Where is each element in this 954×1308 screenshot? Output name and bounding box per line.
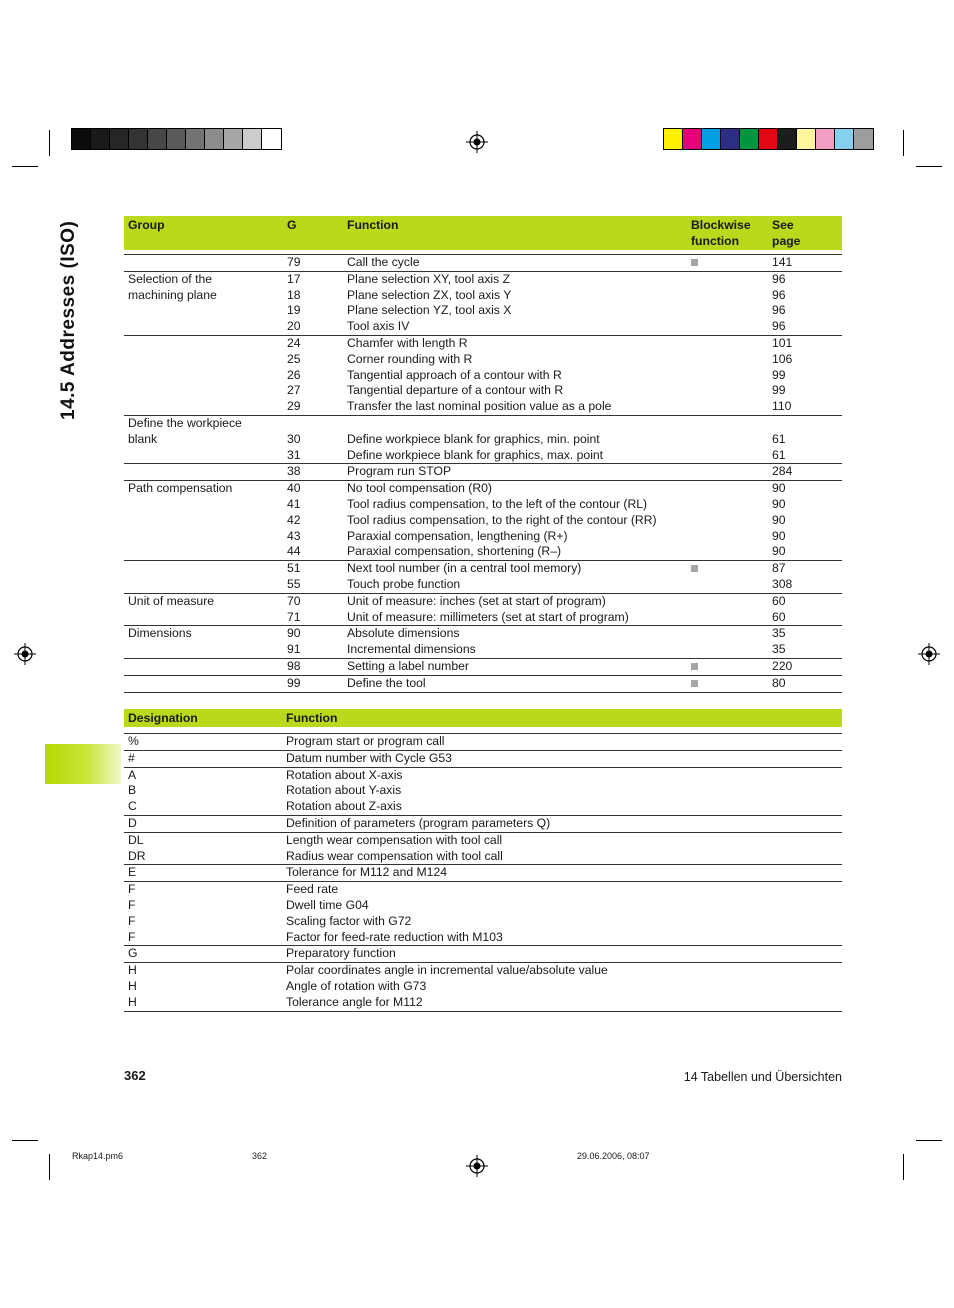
table-row	[124, 432, 842, 448]
page-cell: 80	[772, 675, 786, 690]
page-cell: 106	[772, 351, 793, 366]
function-cell: Length wear compensation with tool call	[286, 832, 503, 847]
g-code-cell: 40	[287, 481, 301, 496]
table-row	[124, 416, 842, 432]
designation-cell: C	[128, 799, 137, 814]
g-code-cell: 51	[287, 561, 301, 576]
function-cell: Rotation about Z-axis	[286, 799, 402, 814]
table-row	[124, 963, 842, 979]
color-swatch	[740, 129, 759, 149]
g-code-cell: 41	[287, 496, 301, 511]
table-row-group	[124, 658, 842, 675]
g-code-cell: 24	[287, 335, 301, 350]
color-swatch	[148, 129, 167, 149]
function-cell: Define workpiece blank for graphics, min. point	[347, 431, 600, 446]
designation-cell: A	[128, 767, 137, 782]
function-cell: Preparatory function	[286, 946, 396, 961]
function-cell: Tool radius compensation, to the right of the contour (RR)	[347, 512, 657, 527]
blockwise-bullet-icon	[691, 659, 698, 675]
g-code-cell: 55	[287, 576, 301, 591]
registration-mark-icon	[466, 131, 488, 153]
g-code-cell: 20	[287, 319, 301, 334]
table-row	[124, 751, 842, 767]
g-code-cell: 30	[287, 431, 301, 446]
table-row	[124, 448, 842, 464]
color-swatch	[243, 129, 262, 149]
crop-mark	[903, 1154, 904, 1180]
function-cell: Plane selection YZ, tool axis X	[347, 303, 512, 318]
function-cell: Feed rate	[286, 882, 339, 897]
g-code-cell: 42	[287, 512, 301, 527]
color-swatch	[186, 129, 205, 149]
registration-mark-icon	[14, 643, 36, 665]
table-row	[124, 659, 842, 675]
designation-cell: DL	[128, 832, 144, 847]
table-row	[124, 272, 842, 288]
g-code-cell: 17	[287, 271, 301, 286]
header-see: See	[772, 218, 794, 232]
function-cell: Rotation about Y-axis	[286, 783, 402, 798]
color-swatch	[835, 129, 854, 149]
color-swatch	[664, 129, 683, 149]
color-swatch	[854, 129, 873, 149]
function-cell: Polar coordinates angle in incremental value/absolute value	[286, 963, 608, 978]
function-cell: Factor for feed-rate reduction with M103	[286, 929, 503, 944]
page-cell: 96	[772, 319, 786, 334]
function-cell: Setting a label number	[347, 658, 469, 673]
function-cell: Tolerance angle for M112	[286, 994, 423, 1009]
g-code-cell: 19	[287, 303, 301, 318]
table-row	[124, 734, 842, 750]
registration-mark-icon	[466, 1155, 488, 1177]
page-cell: 96	[772, 287, 786, 302]
chapter-tab	[45, 744, 121, 784]
slug-page: 362	[252, 1151, 268, 1161]
crop-mark	[12, 1140, 38, 1141]
table-row-group	[124, 864, 842, 881]
g-functions-table	[124, 216, 842, 693]
crop-mark	[49, 1154, 50, 1180]
chapter-label: 14 Tabellen und Übersichten	[683, 1070, 842, 1084]
page-cell: 101	[772, 335, 793, 350]
function-cell: Tangential departure of a contour with R	[347, 383, 564, 398]
slug-datetime: 29.06.2006, 08:07	[577, 1151, 650, 1161]
function-cell: Transfer the last nominal position value as a pole	[347, 399, 612, 414]
table-row	[124, 882, 842, 898]
header-page: page	[772, 234, 801, 248]
table-row	[124, 513, 842, 529]
function-cell: Unit of measure: inches (set at start of program)	[347, 593, 606, 608]
table-row	[124, 676, 842, 692]
color-swatch	[205, 129, 224, 149]
function-cell: Angle of rotation with G73	[286, 978, 427, 993]
table-row	[124, 561, 842, 577]
designation-cell: G	[128, 946, 138, 961]
color-swatch	[72, 129, 91, 149]
color-swatch	[816, 129, 835, 149]
function-cell: Program start or program call	[286, 734, 445, 748]
color-swatch	[759, 129, 778, 149]
g-code-cell: 90	[287, 626, 301, 641]
color-swatch	[110, 129, 129, 149]
function-cell: Corner rounding with R	[347, 351, 473, 366]
table-row-group	[124, 335, 842, 415]
table-row	[124, 865, 842, 881]
table-row-group	[124, 815, 842, 832]
page-cell: 90	[772, 512, 786, 527]
function-cell: Definition of parameters (program parameters Q)	[286, 815, 551, 830]
function-cell: Define workpiece blank for graphics, max. point	[347, 447, 604, 462]
table-row	[124, 544, 842, 560]
color-swatch	[797, 129, 816, 149]
table-row	[124, 979, 842, 995]
function-cell: Incremental dimensions	[347, 642, 476, 657]
table-row	[124, 529, 842, 545]
g-code-cell: 38	[287, 464, 301, 479]
table-row-group	[124, 254, 842, 271]
header-blockwise: Blockwise	[691, 218, 751, 232]
table-row-group	[124, 750, 842, 767]
table-row	[124, 497, 842, 513]
table-row	[124, 464, 842, 480]
designation-cell: F	[128, 929, 136, 944]
function-cell: Plane selection ZX, tool axis Y	[347, 287, 512, 302]
color-swatch	[129, 129, 148, 149]
table-row	[124, 816, 842, 832]
designation-cell: F	[128, 882, 136, 897]
designation-cell: H	[128, 978, 137, 993]
page-cell: 96	[772, 271, 786, 286]
page-cell: 141	[772, 255, 793, 269]
page-cell: 110	[772, 399, 792, 414]
table-row-group	[124, 962, 842, 1010]
function-cell: Next tool number (in a central tool memory)	[347, 561, 582, 576]
function-cell: No tool compensation (R0)	[347, 481, 492, 496]
table-row-group	[124, 560, 842, 593]
function-cell: Scaling factor with G72	[286, 913, 412, 928]
page-cell: 60	[772, 609, 786, 624]
color-swatch	[167, 129, 186, 149]
table-row-group	[124, 767, 842, 815]
table-row	[124, 303, 842, 319]
header-function: Function	[347, 218, 399, 232]
function-cell: Tangential approach of a contour with R	[347, 367, 562, 382]
function-cell: Program run STOP	[347, 464, 452, 479]
page-cell: 96	[772, 303, 786, 318]
header-g: G	[287, 218, 297, 232]
table-row	[124, 783, 842, 799]
function-cell: Paraxial compensation, shortening (R–)	[347, 544, 562, 559]
table-row	[124, 898, 842, 914]
function-cell: Tool radius compensation, to the left of the contour (RL)	[347, 496, 648, 511]
page-cell: 308	[772, 576, 793, 591]
table-row-group	[124, 463, 842, 480]
function-cell: Plane selection XY, tool axis Z	[347, 271, 511, 286]
page-cell: 61	[772, 447, 786, 462]
table-header	[124, 216, 842, 250]
g-code-cell: 27	[287, 383, 301, 398]
table-row	[124, 481, 842, 497]
table-row	[124, 577, 842, 593]
designation-cell: H	[128, 994, 137, 1009]
crop-mark	[916, 166, 942, 167]
crop-mark	[916, 1140, 942, 1141]
function-cell: Datum number with Cycle G53	[286, 750, 452, 765]
page-cell: 90	[772, 481, 786, 496]
designation-cell: B	[128, 783, 137, 798]
g-code-cell: 43	[287, 528, 301, 543]
blockwise-bullet-icon	[691, 676, 698, 692]
table-row-group	[124, 675, 842, 692]
designation-cell: DR	[128, 848, 146, 863]
group-cell: Dimensions	[128, 626, 192, 641]
section-title: 14.5 Addresses (ISO)	[58, 220, 79, 420]
g-code-cell: 25	[287, 351, 301, 366]
process-color-bar	[663, 128, 874, 150]
table-row	[124, 799, 842, 815]
table-row-group	[124, 480, 842, 560]
crop-mark	[12, 166, 38, 167]
designation-cell: %	[128, 734, 139, 748]
table-row	[124, 914, 842, 930]
table-row	[124, 594, 842, 610]
table-row	[124, 368, 842, 384]
function-cell: Paraxial compensation, lengthening (R+)	[347, 528, 568, 543]
function-cell: Chamfer with length R	[347, 335, 468, 350]
table-row	[124, 352, 842, 368]
table-row-group	[124, 593, 842, 626]
addresses-table	[124, 709, 842, 1012]
table-row-group	[124, 625, 842, 658]
group-cell: Path compensation	[128, 481, 233, 496]
header-blockwise-2: function	[691, 234, 740, 248]
page-cell: 90	[772, 544, 786, 559]
g-code-cell: 29	[287, 399, 301, 414]
table-row-group	[124, 832, 842, 865]
group-cell: Define the workpiece	[128, 415, 242, 430]
color-swatch	[224, 129, 243, 149]
designation-cell: F	[128, 897, 136, 912]
page-cell: 99	[772, 367, 786, 382]
designation-cell: F	[128, 913, 136, 928]
color-swatch	[721, 129, 740, 149]
color-swatch	[702, 129, 721, 149]
page-cell: 284	[772, 464, 793, 479]
function-cell: Rotation about X-axis	[286, 767, 403, 782]
function-cell: Touch probe function	[347, 576, 461, 591]
g-code-cell: 70	[287, 593, 301, 608]
g-code-cell: 91	[287, 642, 301, 657]
designation-cell: E	[128, 865, 137, 880]
page-cell: 35	[772, 642, 786, 657]
header-group: Group	[128, 218, 165, 232]
function-cell: Call the cycle	[347, 255, 420, 269]
table-row	[124, 768, 842, 784]
function-cell: Tolerance for M112 and M124	[286, 865, 448, 880]
table-row-group	[124, 271, 842, 335]
table-row	[124, 849, 842, 865]
table-row	[124, 399, 842, 415]
page-cell: 220	[772, 658, 793, 673]
page-cell: 90	[772, 528, 786, 543]
page-cell: 61	[772, 431, 786, 446]
table-row-group	[124, 945, 842, 962]
function-cell: Tool axis IV	[347, 319, 410, 334]
group-cell: blank	[128, 431, 158, 446]
blockwise-bullet-icon	[691, 255, 698, 271]
page-number: 362	[124, 1068, 146, 1083]
table-header	[124, 709, 842, 727]
g-code-cell: 18	[287, 287, 301, 302]
page-cell: 35	[772, 626, 786, 641]
group-cell: Unit of measure	[128, 593, 215, 608]
table-row	[124, 255, 842, 271]
g-code-cell: 71	[287, 609, 301, 624]
g-code-cell: 98	[287, 658, 301, 673]
page-cell: 60	[772, 593, 786, 608]
page-cell: 87	[772, 561, 786, 576]
group-cell: machining plane	[128, 287, 217, 302]
table-row	[124, 946, 842, 962]
table-row	[124, 383, 842, 399]
header-function: Function	[286, 711, 338, 725]
table-row	[124, 930, 842, 946]
table-row	[124, 610, 842, 626]
table-row-group	[124, 733, 842, 750]
table-row	[124, 319, 842, 335]
crop-mark	[49, 130, 50, 156]
table-row-group	[124, 881, 842, 945]
header-designation: Designation	[128, 711, 198, 725]
table-row	[124, 642, 842, 658]
color-swatch	[778, 129, 797, 149]
grey-color-bar	[71, 128, 282, 150]
designation-cell: H	[128, 963, 137, 978]
designation-cell: #	[128, 750, 135, 765]
table-row	[124, 336, 842, 352]
designation-cell: D	[128, 815, 137, 830]
g-code-cell: 31	[287, 447, 301, 462]
color-swatch	[262, 129, 281, 149]
color-swatch	[91, 129, 110, 149]
crop-mark	[903, 130, 904, 156]
function-cell: Absolute dimensions	[347, 626, 460, 641]
table-row	[124, 626, 842, 642]
function-cell: Radius wear compensation with tool call	[286, 848, 503, 863]
table-row	[124, 288, 842, 304]
registration-mark-icon	[918, 643, 940, 665]
g-code-cell: 44	[287, 544, 301, 559]
table-row-group	[124, 415, 842, 463]
table-row	[124, 995, 842, 1011]
function-cell: Define the tool	[347, 675, 426, 690]
group-cell: Selection of the	[128, 271, 213, 286]
color-swatch	[683, 129, 702, 149]
g-code-cell: 26	[287, 367, 301, 382]
g-code-cell: 99	[287, 675, 301, 690]
function-cell: Unit of measure: millimeters (set at start of program)	[347, 609, 629, 624]
blockwise-bullet-icon	[691, 561, 698, 577]
page-cell: 99	[772, 383, 786, 398]
function-cell: Dwell time G04	[286, 897, 369, 912]
page-cell: 90	[772, 496, 786, 511]
slug-file: Rkap14.pm6	[72, 1151, 124, 1161]
g-code-cell: 79	[287, 255, 301, 269]
table-row	[124, 833, 842, 849]
